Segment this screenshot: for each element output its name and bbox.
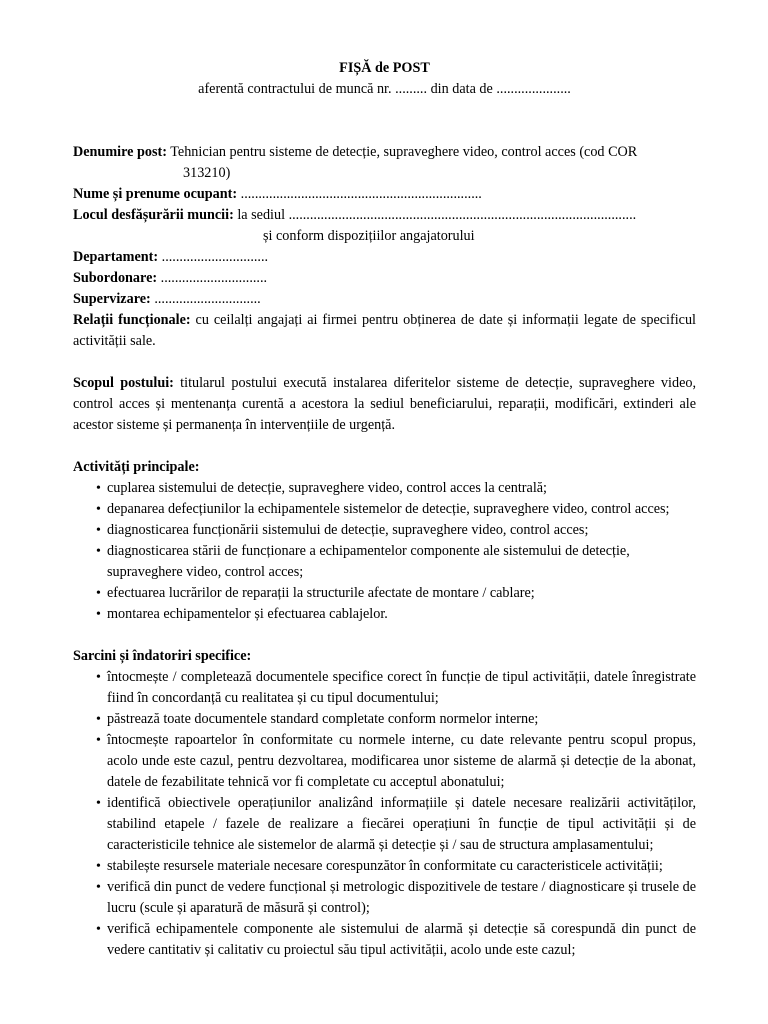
- list-item: • întocmește rapoartelor în conformitate cu normele interne, cu date relevante pentru scopul propus, acolo unde este cazul, pentru dezvoltarea, modificarea unor sisteme de alarmă și detecție de la abonat, datele de fezabilitate tehnică vor fi completate cu acceptul abonatului;: [73, 730, 696, 793]
- dept-value: ..............................: [158, 249, 269, 265]
- document-title: FIȘĂ de POST: [339, 60, 430, 76]
- tasks-heading: Sarcini și îndatoriri specifice:: [73, 648, 252, 664]
- list-item: • verifică din punct de vedere funcțional și metrologic dispozitivele de testare / diagnosticare și trusele de lucru (scule și aparatură de măsură și control);: [73, 877, 696, 919]
- job-description: [73, 58, 696, 961]
- field-subordination: [73, 268, 696, 289]
- name-value: ....................................................................: [237, 186, 482, 202]
- post-value: Tehnician pentru sisteme de detecție, supraveghere video, control acces (cod COR: [166, 144, 638, 160]
- list-item: • verifică echipamentele componente ale sistemului de alarmă și detecție să corespundă din punct de vedere cantitativ și calitativ cu proiectul său tipul activității, acolo unde este cazul;: [73, 919, 696, 961]
- list-item: • efectuarea lucrărilor de reparații la structurile afectate de montare / cablare;: [73, 583, 696, 604]
- name-label: Nume și prenume ocupant:: [73, 186, 238, 202]
- sup-label: Supervizare:: [73, 291, 151, 307]
- tasks-list: [73, 667, 696, 961]
- field-post: [73, 142, 696, 163]
- field-department: [73, 247, 696, 268]
- list-item: • păstrează toate documentele standard completate conform normelor interne;: [73, 709, 696, 730]
- list-item: • diagnosticarea stării de funcționare a echipamentelor componente ale sistemului de detecție, supraveghere video, control acces;: [73, 541, 696, 583]
- scope-paragraph: [73, 373, 696, 436]
- post-label: Denumire post:: [73, 144, 167, 160]
- rel-value: cu ceilalți angajați ai firmei pentru obținerea de date și informații legate de specificul activității sale.: [73, 312, 696, 349]
- field-relations: [73, 310, 696, 352]
- scope-label: Scopul postului:: [73, 375, 174, 391]
- field-name: [73, 184, 696, 205]
- field-place: [73, 205, 696, 226]
- list-item: • cuplarea sistemului de detecție, supraveghere video, control acces la centrală;: [73, 478, 696, 499]
- list-item: • identifică obiectivele operațiunilor analizând informațiile și datele necesare realizării activităților, stabilind etapele / fazele de realizare a fiecărei operațiuni în funcție de tipul activității și de caracteristicile tehnice ale sistemelor de alarmă și detecție și / sau de structura amplasamentului;: [73, 793, 696, 856]
- rel-label: Relații funcționale:: [73, 312, 191, 328]
- sup-value: ..............................: [150, 291, 261, 307]
- post-value-cont: 313210): [183, 165, 231, 181]
- list-item: • montarea echipamentelor și efectuarea cablajelor.: [73, 604, 696, 625]
- list-item: • depanarea defecțiunilor la echipamentele sistemelor de detecție, supraveghere video, control acces;: [73, 499, 696, 520]
- field-supervision: [73, 289, 696, 310]
- place-value-cont: și conform dispozițiilor angajatorului: [263, 228, 475, 244]
- place-value: la sediul ..................................................................................................: [233, 207, 637, 223]
- activities-heading: Activități principale:: [73, 459, 200, 475]
- activities-list: [73, 478, 696, 625]
- dept-label: Departament:: [73, 249, 159, 265]
- sub-value: ..............................: [157, 270, 268, 286]
- place-label: Locul desfășurării muncii:: [73, 207, 234, 223]
- list-item: • stabilește resursele materiale necesare corespunzător în conformitate cu caracteristicele activității;: [73, 856, 696, 877]
- list-item: • întocmește / completează documentele specifice corect în funcție de tipul activității, datele înregistrate fiind în concordanță cu realitatea și cu tipul documentului;: [73, 667, 696, 709]
- scope-text: titularul postului execută instalarea diferitelor sisteme de detecție, supraveghere video, control acces și mentenanța curentă a acestora la sediul beneficiarului, reparații, modificări, extinderi ale acestor sisteme și permanența în intervențiile de urgență.: [73, 375, 697, 433]
- sub-label: Subordonare:: [73, 270, 158, 286]
- document-subtitle: aferentă contractului de muncă nr. ......... din data de .....................: [198, 81, 571, 97]
- list-item: • diagnosticarea funcționării sistemului de detecție, supraveghere video, control acces;: [73, 520, 696, 541]
